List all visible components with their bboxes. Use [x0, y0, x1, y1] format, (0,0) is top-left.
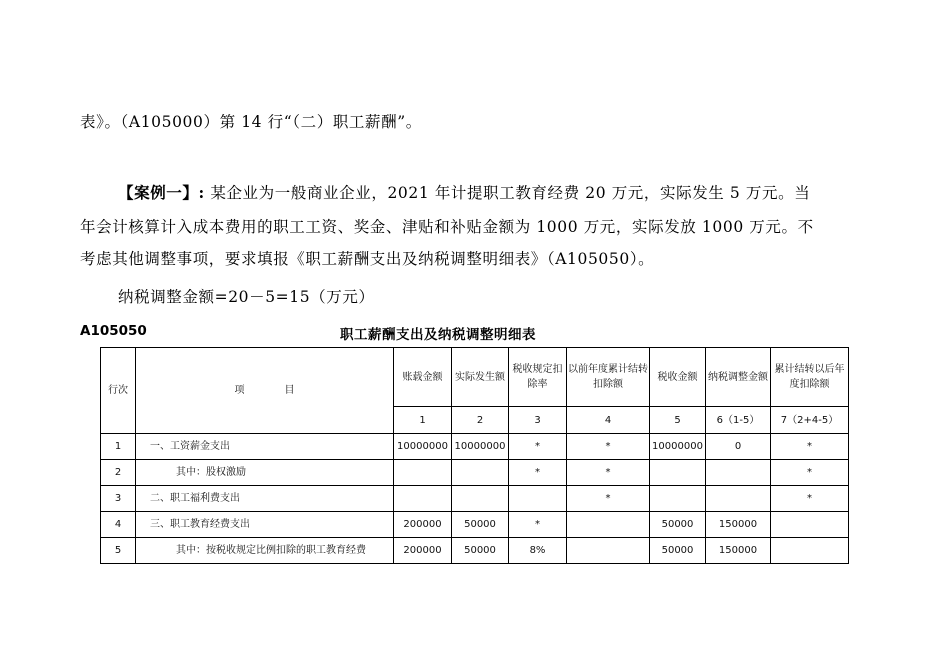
- cell-col-6: 150000: [706, 512, 771, 538]
- header-col-4: 以前年度累计结转扣除额: [567, 348, 650, 407]
- cell-col-5: 10000000: [650, 434, 706, 460]
- cell-col-1: [394, 460, 452, 486]
- cell-col-4: *: [567, 486, 650, 512]
- cell-col-5: 50000: [650, 538, 706, 564]
- header-col-7: 累计结转以后年度扣除额: [771, 348, 849, 407]
- row-no: 2: [101, 460, 136, 486]
- table-row: [101, 512, 849, 538]
- cell-col-1: 10000000: [394, 434, 452, 460]
- cell-col-7: *: [771, 486, 849, 512]
- col-number-7: 7（2+4-5）: [771, 407, 849, 434]
- cell-col-6: [706, 460, 771, 486]
- table-row: [101, 486, 849, 512]
- cell-col-6: 0: [706, 434, 771, 460]
- cell-col-3: [509, 486, 567, 512]
- col-number-3: 3: [509, 407, 567, 434]
- paragraph-line-1: 表》。（A105000）第 14 行“（二）职工薪酬”。: [80, 113, 422, 131]
- paragraph-line-5: 纳税调整金额=20－5=15（万元）: [118, 288, 375, 306]
- table-row: [101, 460, 849, 486]
- cell-col-7: [771, 538, 849, 564]
- case-text: 某企业为一般商业企业，2021 年计提职工教育经费 20 万元，实际发生 5 万元。当: [204, 184, 811, 202]
- cell-col-2: 50000: [452, 512, 509, 538]
- cell-col-4: *: [567, 460, 650, 486]
- cell-col-3: *: [509, 460, 567, 486]
- header-col-6: 纳税调整金额: [706, 348, 771, 407]
- cell-col-3: *: [509, 512, 567, 538]
- table-row: [101, 538, 849, 564]
- case-label: 【案例一】:: [118, 183, 205, 202]
- table-title: 职工薪酬支出及纳税调整明细表: [340, 327, 536, 343]
- paragraph-line-4: 考虑其他调整事项，要求填报《职工薪酬支出及纳税调整明细表》（A105050）。: [80, 250, 655, 268]
- cell-col-7: *: [771, 434, 849, 460]
- row-no: 3: [101, 486, 136, 512]
- paragraph-line-2: [118, 181, 810, 203]
- cell-col-2: 10000000: [452, 434, 509, 460]
- row-item: 二、职工福利费支出: [136, 486, 394, 512]
- cell-col-3: *: [509, 434, 567, 460]
- cell-col-1: [394, 486, 452, 512]
- cell-col-6: 150000: [706, 538, 771, 564]
- cell-col-3: 8%: [509, 538, 567, 564]
- header-item: 项 目: [136, 348, 394, 434]
- table-code: A105050: [80, 323, 147, 339]
- cell-col-2: [452, 460, 509, 486]
- paragraph-line-3: 年会计核算计入成本费用的职工工资、奖金、津贴和补贴金额为 1000 万元，实际发放 1000 万元。不: [80, 218, 814, 236]
- table-row: [101, 434, 849, 460]
- col-number-4: 4: [567, 407, 650, 434]
- col-number-6: 6（1-5）: [706, 407, 771, 434]
- cell-col-1: 200000: [394, 538, 452, 564]
- row-no: 4: [101, 512, 136, 538]
- cell-col-4: [567, 538, 650, 564]
- cell-col-4: *: [567, 434, 650, 460]
- header-row-no: 行次: [101, 348, 136, 434]
- cell-col-2: [452, 486, 509, 512]
- cell-col-5: [650, 486, 706, 512]
- cell-col-7: [771, 512, 849, 538]
- cell-col-2: 50000: [452, 538, 509, 564]
- cell-col-1: 200000: [394, 512, 452, 538]
- cell-col-7: *: [771, 460, 849, 486]
- row-no: 1: [101, 434, 136, 460]
- row-item: 其中：股权激励: [136, 460, 394, 486]
- row-item: 三、职工教育经费支出: [136, 512, 394, 538]
- col-number-2: 2: [452, 407, 509, 434]
- cell-col-5: 50000: [650, 512, 706, 538]
- header-col-1: 账载金额: [394, 348, 452, 407]
- col-number-1: 1: [394, 407, 452, 434]
- cell-col-4: [567, 512, 650, 538]
- row-item: 一、工资薪金支出: [136, 434, 394, 460]
- col-number-5: 5: [650, 407, 706, 434]
- header-col-3: 税收规定扣除率: [509, 348, 567, 407]
- row-item: 其中：按税收规定比例扣除的职工教育经费: [136, 538, 394, 564]
- salary-adjustment-table: [100, 347, 849, 564]
- header-col-5: 税收金额: [650, 348, 706, 407]
- cell-col-5: [650, 460, 706, 486]
- cell-col-6: [706, 486, 771, 512]
- row-no: 5: [101, 538, 136, 564]
- header-row: [101, 348, 849, 407]
- header-col-2: 实际发生额: [452, 348, 509, 407]
